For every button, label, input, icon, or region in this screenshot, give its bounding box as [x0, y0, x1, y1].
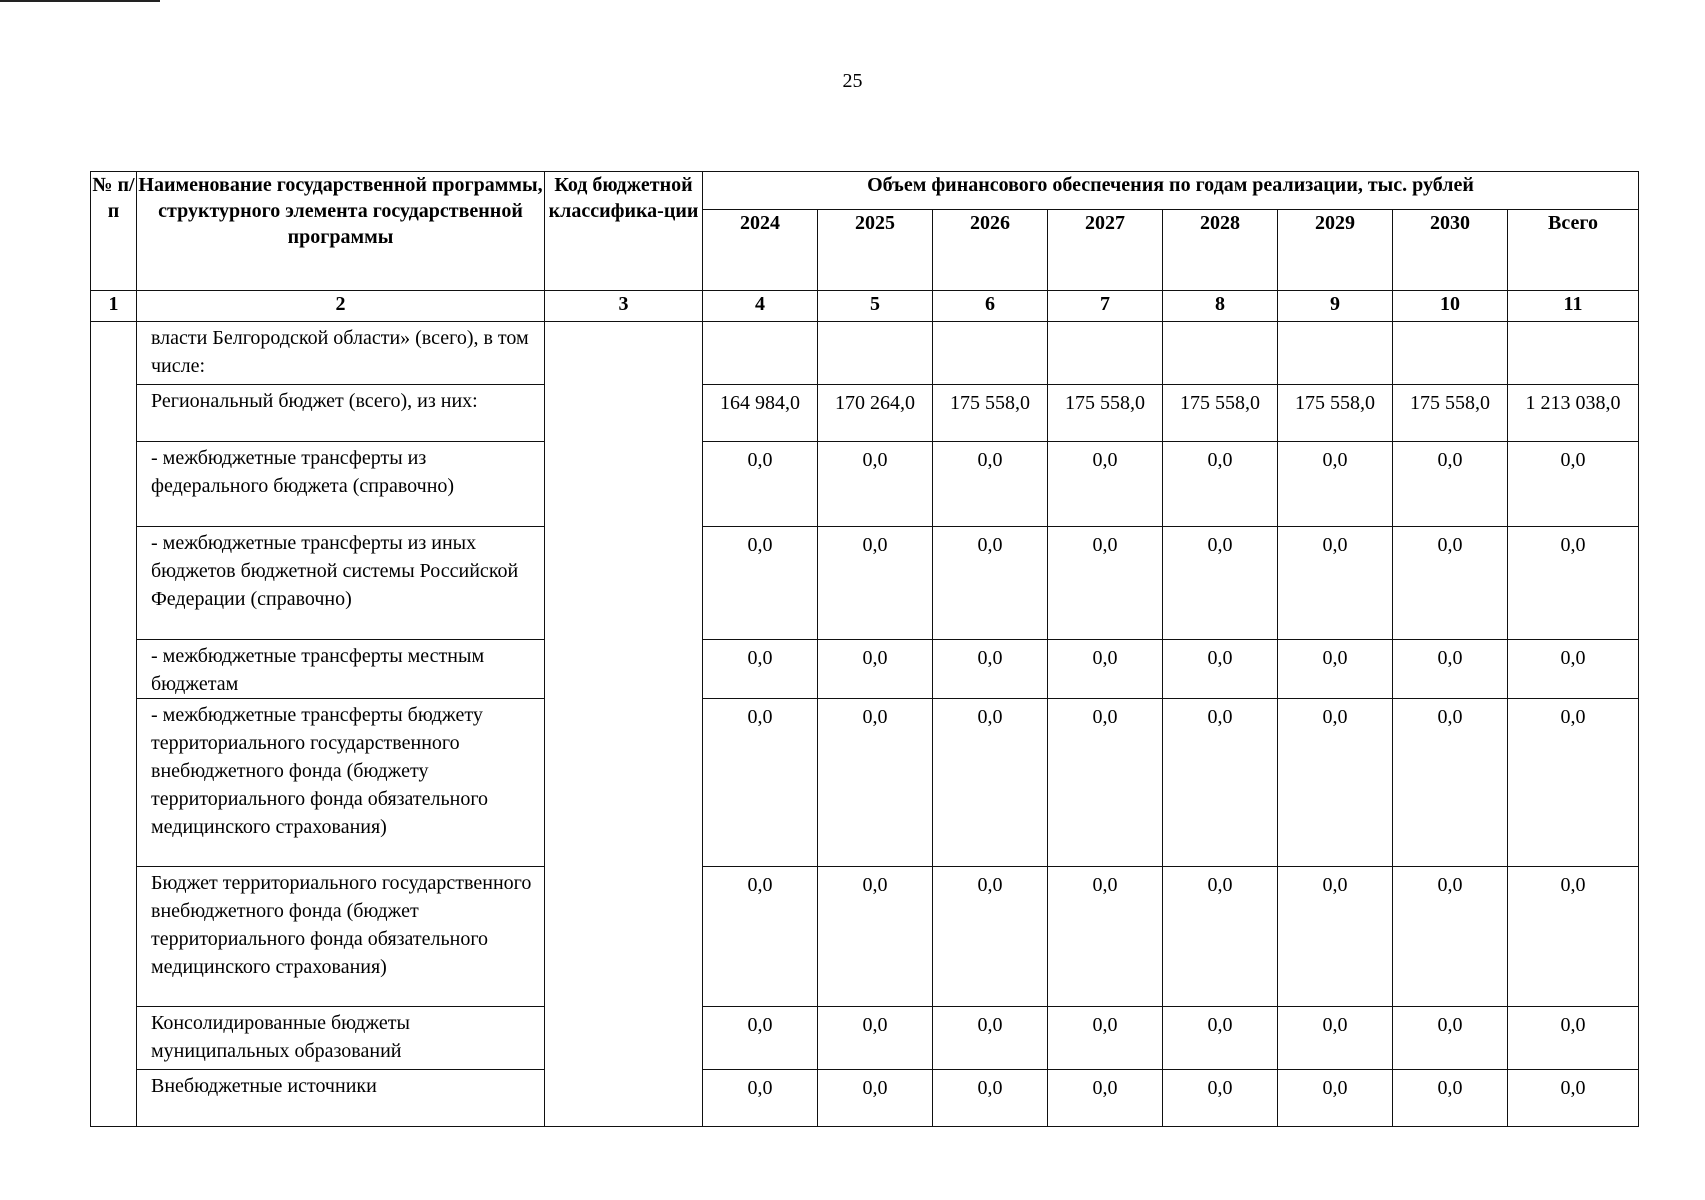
value-cell: 0,0	[1393, 867, 1508, 1007]
value-cell: 0,0	[1163, 527, 1278, 640]
header-year-2029: 2029	[1278, 210, 1393, 291]
value-cell: 0,0	[1048, 1007, 1163, 1070]
value-cell	[1048, 322, 1163, 385]
row-name: - межбюджетные трансферты из федерального бюджета (справочно)	[137, 442, 545, 527]
value-cell	[1278, 322, 1393, 385]
value-cell: 170 264,0	[818, 385, 933, 442]
header-year-2028: 2028	[1163, 210, 1278, 291]
value-cell: 0,0	[1393, 699, 1508, 867]
col-number-6: 6	[933, 291, 1048, 322]
value-cell: 0,0	[818, 1007, 933, 1070]
value-cell: 175 558,0	[1278, 385, 1393, 442]
header-year-2027: 2027	[1048, 210, 1163, 291]
value-cell: 0,0	[818, 1070, 933, 1127]
value-cell: 0,0	[818, 640, 933, 699]
value-cell: 0,0	[1163, 867, 1278, 1007]
table-row	[91, 867, 1639, 1007]
value-cell	[703, 322, 818, 385]
value-cell	[933, 322, 1048, 385]
col-number-3: 3	[545, 291, 703, 322]
table-row	[91, 527, 1639, 640]
value-cell: 0,0	[1393, 640, 1508, 699]
value-cell: 0,0	[1393, 1007, 1508, 1070]
row-name: - межбюджетные трансферты из иных бюджетов бюджетной системы Российской Федерации (справочно)	[137, 527, 545, 640]
value-cell: 0,0	[703, 1070, 818, 1127]
value-cell: 0,0	[818, 867, 933, 1007]
value-cell: 0,0	[1393, 442, 1508, 527]
value-cell: 0,0	[1163, 1070, 1278, 1127]
table-row	[91, 640, 1639, 699]
value-cell: 0,0	[1278, 527, 1393, 640]
value-cell	[818, 322, 933, 385]
value-cell: 0,0	[1048, 640, 1163, 699]
value-cell: 0,0	[933, 527, 1048, 640]
header-volume: Объем финансового обеспечения по годам реализации, тыс. рублей	[703, 172, 1639, 210]
value-cell: 0,0	[818, 527, 933, 640]
value-cell	[1508, 322, 1639, 385]
value-cell: 0,0	[933, 1070, 1048, 1127]
table-row	[91, 385, 1639, 442]
header-year-2026: 2026	[933, 210, 1048, 291]
row-name: Консолидированные бюджеты муниципальных образований	[137, 1007, 545, 1070]
value-cell: 0,0	[703, 640, 818, 699]
top-rule	[0, 0, 160, 2]
value-cell: 0,0	[1278, 442, 1393, 527]
col-number-8: 8	[1163, 291, 1278, 322]
value-cell: 0,0	[1163, 442, 1278, 527]
table-row	[91, 1070, 1639, 1127]
value-cell: 175 558,0	[1393, 385, 1508, 442]
header-total: Всего	[1508, 210, 1639, 291]
value-cell: 0,0	[1163, 640, 1278, 699]
value-cell: 0,0	[1048, 527, 1163, 640]
value-cell	[1163, 322, 1278, 385]
row-name: Бюджет территориального государственного внебюджетного фонда (бюджет территориального фонда обязательного медицинского страхования)	[137, 867, 545, 1007]
value-cell: 0,0	[1508, 1007, 1639, 1070]
value-cell: 0,0	[1508, 640, 1639, 699]
row-name: Региональный бюджет (всего), из них:	[137, 385, 545, 442]
table-row	[91, 699, 1639, 867]
value-cell: 0,0	[933, 1007, 1048, 1070]
value-cell: 0,0	[933, 699, 1048, 867]
value-cell: 0,0	[1508, 699, 1639, 867]
value-cell: 0,0	[1278, 1007, 1393, 1070]
row-name: - межбюджетные трансферты местным бюджетам	[137, 640, 545, 699]
col-number-7: 7	[1048, 291, 1163, 322]
value-cell: 0,0	[1508, 867, 1639, 1007]
value-cell: 0,0	[818, 442, 933, 527]
col-number-5: 5	[818, 291, 933, 322]
value-cell: 0,0	[703, 1007, 818, 1070]
value-cell: 0,0	[1163, 699, 1278, 867]
header-year-2030: 2030	[1393, 210, 1508, 291]
header-name: Наименование государственной программы, структурного элемента государственной программы	[137, 172, 545, 291]
value-cell: 175 558,0	[1163, 385, 1278, 442]
value-cell: 0,0	[1278, 699, 1393, 867]
value-cell: 0,0	[1278, 867, 1393, 1007]
financing-table	[90, 171, 1639, 1127]
page-number: 25	[842, 70, 863, 92]
col-number-9: 9	[1278, 291, 1393, 322]
value-cell: 0,0	[703, 527, 818, 640]
col-number-10: 10	[1393, 291, 1508, 322]
code-cell	[545, 322, 703, 1127]
value-cell: 0,0	[1508, 1070, 1639, 1127]
row-name: Внебюджетные источники	[137, 1070, 545, 1127]
col-number-2: 2	[137, 291, 545, 322]
col-number-4: 4	[703, 291, 818, 322]
value-cell: 1 213 038,0	[1508, 385, 1639, 442]
table-row	[91, 442, 1639, 527]
value-cell: 0,0	[1393, 527, 1508, 640]
value-cell: 0,0	[1163, 1007, 1278, 1070]
value-cell: 0,0	[703, 867, 818, 1007]
value-cell: 0,0	[1048, 867, 1163, 1007]
num-cell	[91, 322, 137, 1127]
value-cell	[1393, 322, 1508, 385]
header-code: Код бюджетной классифика-ции	[545, 172, 703, 291]
row-name: власти Белгородской области» (всего), в том числе:	[137, 322, 545, 385]
table-row	[91, 322, 1639, 385]
value-cell: 0,0	[933, 640, 1048, 699]
header-num: № п/п	[91, 172, 137, 291]
value-cell: 0,0	[933, 867, 1048, 1007]
col-number-11: 11	[1508, 291, 1639, 322]
value-cell: 0,0	[1048, 442, 1163, 527]
value-cell: 0,0	[1278, 1070, 1393, 1127]
header-year-2024: 2024	[703, 210, 818, 291]
row-name: - межбюджетные трансферты бюджету территориального государственного внебюджетного фонда (бюджету территориального фонда обязательного медицинского страхования)	[137, 699, 545, 867]
value-cell: 175 558,0	[1048, 385, 1163, 442]
value-cell: 0,0	[933, 442, 1048, 527]
value-cell: 175 558,0	[933, 385, 1048, 442]
value-cell: 0,0	[1508, 527, 1639, 640]
value-cell: 0,0	[1508, 442, 1639, 527]
value-cell: 164 984,0	[703, 385, 818, 442]
table-row	[91, 1007, 1639, 1070]
value-cell: 0,0	[1048, 1070, 1163, 1127]
value-cell: 0,0	[703, 442, 818, 527]
value-cell: 0,0	[818, 699, 933, 867]
value-cell: 0,0	[1278, 640, 1393, 699]
col-number-1: 1	[91, 291, 137, 322]
value-cell: 0,0	[703, 699, 818, 867]
value-cell: 0,0	[1393, 1070, 1508, 1127]
header-year-2025: 2025	[818, 210, 933, 291]
value-cell: 0,0	[1048, 699, 1163, 867]
